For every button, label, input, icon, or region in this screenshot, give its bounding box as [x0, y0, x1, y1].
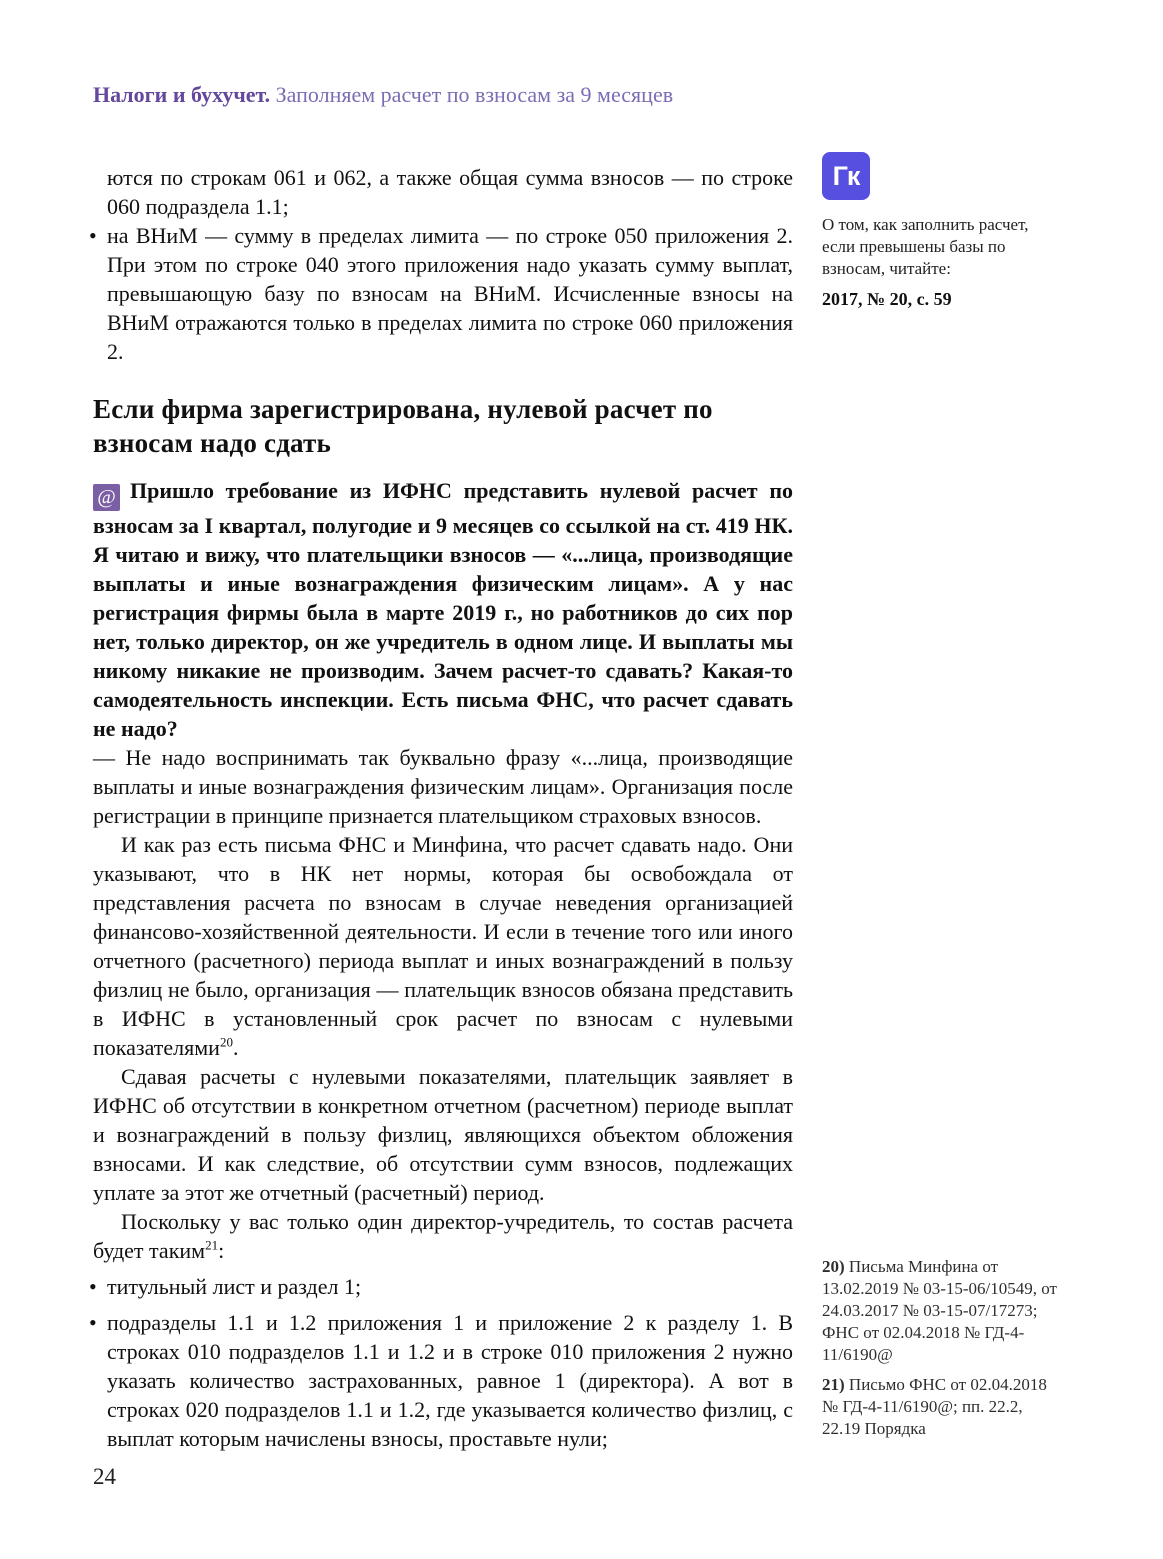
- footnote-marker-21: 21: [205, 1237, 219, 1253]
- glavkniga-logo-icon: Гк: [822, 152, 870, 200]
- article-title: Заполняем расчет по взносам за 9 месяцев: [275, 82, 674, 107]
- answer-paragraph-4-text: Поскольку у вас только один директор-учредитель, то состав расчета будет таким: [93, 1209, 793, 1263]
- section-heading: Если фирма зарегистрирована, нулевой расчет по взносам надо сдать: [93, 394, 713, 458]
- sidebar-note: [822, 152, 1052, 310]
- intro-bullet-item: • на ВНиМ — сумму в пределах лимита — по строке 050 приложения 2. При этом по строке 040 этого приложения надо указать сумму выплат, превышающую базу по взносам на ВНиМ. Исчисленные взносы на ВНиМ отражаются только в пределах лимита по строке 060 приложения 2.: [93, 221, 793, 366]
- intro-continuation-paragraph: ются по строкам 061 и 062, а также общая сумма взносов — по строке 060 подраздела 1.1;: [107, 165, 793, 219]
- answer-paragraph-1: — Не надо воспринимать так буквально фразу «...лица, производящие выплаты и иные вознаграждения физическим лицам». Организация после регистрации в принципе признается плательщиком страховых взносов.: [93, 745, 793, 828]
- footnote-21-number: 21): [822, 1375, 845, 1394]
- rubric-title: Налоги и бухучет.: [93, 82, 271, 107]
- sidebar-note-text: О том, как заполнить расчет, если превышены базы по взносам, читайте:: [822, 215, 1029, 278]
- footnote-20: [822, 1256, 1062, 1366]
- reader-letter-icon: @: [93, 484, 120, 511]
- reader-question-paragraph: [93, 476, 793, 743]
- sidebar-note-reference: 2017, № 20, с. 59: [822, 289, 952, 309]
- running-header: [93, 82, 673, 108]
- reader-question-text: Пришло требование из ИФНС представить нулевой расчет по взносам за I квартал, полугодие и 9 месяцев со ссылкой на ст. 419 НК. Я читаю и вижу, что плательщики взносов — «...лица, производящие выплаты и иные вознаграждения физическим лицам». А у нас регистрация фирмы была в марте 2019 г., но работников до сих пор нет, только директор, он же учредитель в одном лице. И выплаты мы никому никакие не производим. Зачем расчет-то сдавать? Какая-то самодеятельность инспекции. Есть письма ФНС, что расчет сдавать не надо?: [93, 478, 793, 741]
- bullet-item-subsections: • подразделы 1.1 и 1.2 приложения 1 и приложение 2 к разделу 1. В строках 010 подразделов 1.1 и 1.2 и в строке 010 приложения 2 нужно указать количество застрахованных, равное 1 (директора). А вот в строках 020 подразделов 1.1 и 1.2, где указывается количество физлиц, с выплат которым начислены взносы, проставьте нули;: [93, 1308, 793, 1453]
- footnotes-block: [822, 1256, 1062, 1440]
- answer-paragraph-2-tail: .: [232, 1035, 239, 1060]
- answer-paragraph-2: [93, 830, 793, 1062]
- footnote-20-text: Письма Минфина от 13.02.2019 № 03-15-06/10549, от 24.03.2017 № 03-15-07/17273; ФНС от 02.04.2018 № ГД-4-11/6190@: [822, 1257, 1057, 1364]
- answer-paragraph-4-tail: :: [218, 1238, 225, 1263]
- footnote-20-number: 20): [822, 1257, 845, 1276]
- composition-bullet-list: [93, 1272, 793, 1453]
- page-number: 24: [93, 1464, 116, 1489]
- answer-paragraph-4: [93, 1207, 793, 1265]
- footnote-marker-20: 20: [219, 1034, 233, 1050]
- bullet-item-title-sheet: • титульный лист и раздел 1;: [93, 1272, 793, 1301]
- answer-paragraph-2-text: И как раз есть письма ФНС и Минфина, что расчет сдавать надо. Они указывают, что в НК нет нормы, которая бы освобождала от представления расчета по взносам в случае неведения организацией финансово-хозяйственной деятельности. И если в течение того или иного отчетного (расчетного) периода выплат и иных вознаграждений в пользу физлиц не было, организация — плательщик взносов обязана представить в ИФНС в установленный срок расчет по взносам с нулевыми показателями: [93, 832, 793, 1060]
- footnote-21-text: Письмо ФНС от 02.04.2018 № ГД-4-11/6190@; пп. 22.2, 22.19 Порядка: [822, 1375, 1047, 1438]
- footnote-21: [822, 1374, 1062, 1440]
- answer-paragraph-3: Сдавая расчеты с нулевыми показателями, плательщик заявляет в ИФНС об отсутствии в конкретном отчетном (расчетном) периоде выплат и вознаграждений в пользу физлиц, являющихся объектом обложения взносами. И как следствие, об отсутствии сумм взносов, подлежащих уплате за этот же отчетный (расчетный) период.: [93, 1064, 793, 1205]
- main-text-column: [93, 163, 793, 1453]
